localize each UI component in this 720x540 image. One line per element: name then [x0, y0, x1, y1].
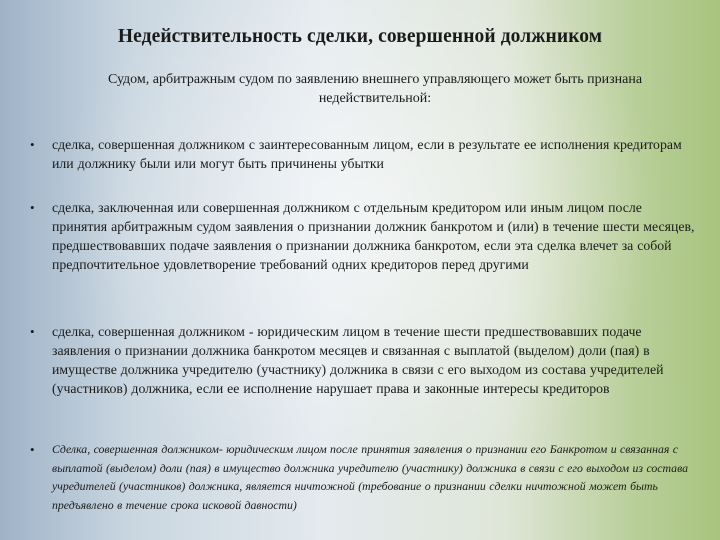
list-item-text: сделка, совершенная должником - юридическим лицом в течение шести предшествовавших подаче заявления о признании должника банкротом месяцев и связанная с выплатой (выделом) доли (пая) в имуществе должника учредителю (участнику) должника в связи с его выходом из состава учредителей (участников) должника, если ее исполнение нарушает права и законные интересы кредиторов: [52, 324, 664, 396]
list-item-text: сделка, совершенная должником с заинтересованным лицом, если в результате ее исполнения кредиторам или должнику были или могут быть причинены убытки: [52, 137, 682, 171]
list-item-text: Сделка, совершенная должником- юридическим лицом после принятия заявления о признании его Банкротом и связанная с выплатой (выделом) доли (пая) в имущество должника учредителю (участнику) должника в связи с его выходом из состава учредителей (участников) должника, является ничтожной (требование о признании сделки ничтожной может быть предъявлено в течение срока исковой давности): [52, 442, 689, 512]
bullet-icon: •: [30, 324, 35, 339]
slide-title: Недействительность сделки, совершенной должником: [117, 26, 603, 47]
list-item-text: сделка, заключенная или совершенная должником с отдельным кредитором или иным лицом после принятия арбитражным судом заявления о признании должник банкротом и (или) в течение шести месяцев, предшествовавших подаче заявления о признании должника банкротом, если эта сделка влечет за собой предпочтительное удовлетворение требований одних кредиторов перед другими: [52, 200, 695, 272]
bullet-icon: •: [30, 442, 35, 457]
bullet-icon: •: [30, 200, 35, 215]
intro-text: Судом, арбитражным судом по заявлению внешнего управляющего может быть признана недействительной:: [107, 72, 643, 106]
bullet-icon: •: [30, 137, 35, 152]
